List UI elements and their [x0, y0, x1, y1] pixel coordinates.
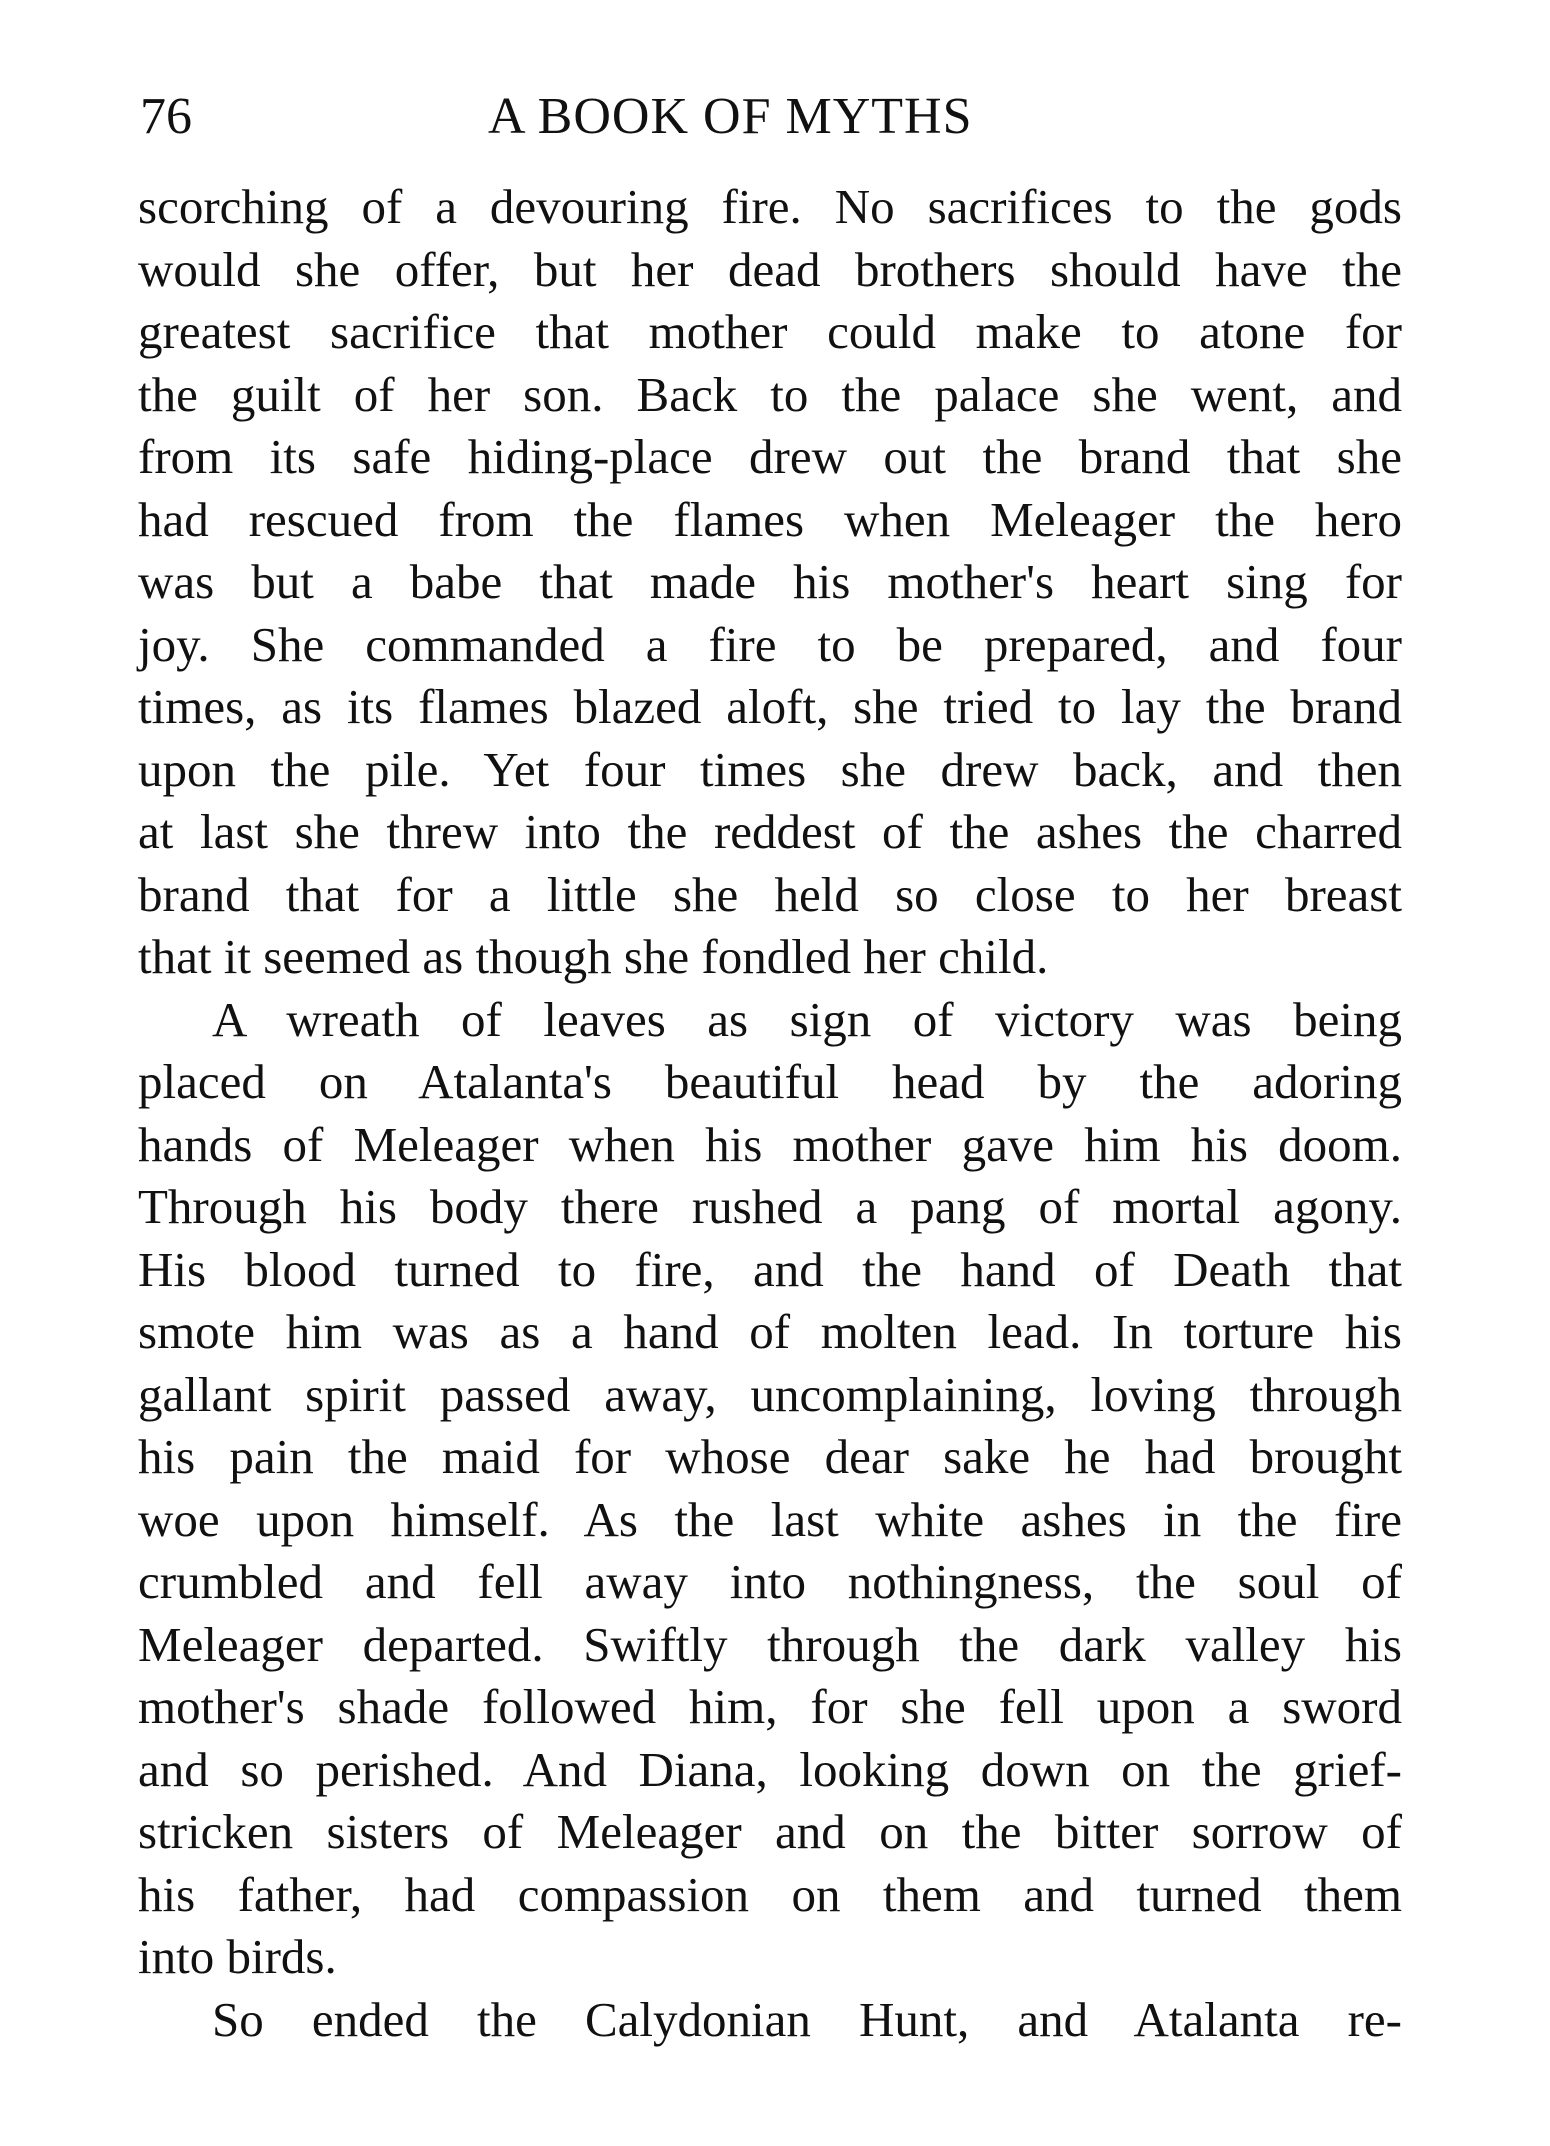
text-line: would she offer, but her dead brothers should have the — [138, 241, 1402, 297]
running-title: A BOOK OF MYTHS — [488, 88, 973, 145]
paragraph-2 — [138, 989, 1402, 1989]
text-line: greatest sacrifice that mother could make to atone for — [138, 304, 1402, 359]
text-line: So ended the Calydonian Hunt, and Atalanta re- — [212, 1991, 1402, 2047]
page-number: 76 — [140, 88, 192, 145]
text-line: crumbled and fell away into nothingness, the soul of — [138, 1554, 1402, 1609]
text-line: placed on Atalanta's beautiful head by the adoring — [138, 1054, 1402, 1109]
text-line: into birds. — [138, 1929, 337, 1984]
text-line: that it seemed as though she fondled her child. — [138, 929, 1049, 984]
text-line: times, as its flames blazed aloft, she tried to lay the brand — [138, 679, 1402, 734]
text-line: A wreath of leaves as sign of victory was being — [212, 991, 1402, 1047]
text-line: smote him was as a hand of molten lead. In torture his — [138, 1304, 1402, 1359]
text-line: woe upon himself. As the last white ashes in the fire — [138, 1491, 1402, 1547]
text-line: had rescued from the flames when Meleager the hero — [138, 491, 1402, 547]
text-line: at last she threw into the reddest of the ashes the charred — [138, 804, 1402, 859]
text-line: mother's shade followed him, for she fell upon a sword — [138, 1679, 1402, 1734]
text-line: hands of Meleager when his mother gave him his doom. — [138, 1116, 1402, 1172]
text-line: upon the pile. Yet four times she drew back, and then — [138, 741, 1402, 797]
text-line: joy. She commanded a fire to be prepared, and four — [138, 616, 1402, 672]
text-line: Through his body there rushed a pang of mortal agony. — [138, 1179, 1402, 1234]
text-line: from its safe hiding-place drew out the brand that she — [138, 429, 1402, 484]
paragraph-3 — [138, 1989, 1402, 2052]
body-text — [138, 176, 1402, 2051]
page-header — [140, 82, 1400, 152]
text-line: and so perished. And Diana, looking down on the grief- — [138, 1741, 1402, 1797]
text-line: was but a babe that made his mother's heart sing for — [138, 554, 1402, 609]
text-line: stricken sisters of Meleager and on the bitter sorrow of — [138, 1804, 1402, 1859]
text-line: Meleager departed. Swiftly through the dark valley his — [138, 1616, 1402, 1672]
text-line: the guilt of her son. Back to the palace she went, and — [138, 366, 1402, 422]
text-line: gallant spirit passed away, uncomplaining, loving through — [138, 1366, 1402, 1422]
text-line: His blood turned to fire, and the hand of Death that — [138, 1241, 1402, 1297]
text-line: scorching of a devouring fire. No sacrifices to the gods — [138, 179, 1402, 234]
text-line: his pain the maid for whose dear sake he had brought — [138, 1429, 1402, 1484]
paragraph-1 — [138, 176, 1402, 989]
text-line: brand that for a little she held so close to her breast — [138, 866, 1402, 922]
text-line: his father, had compassion on them and turned them — [138, 1866, 1402, 1922]
